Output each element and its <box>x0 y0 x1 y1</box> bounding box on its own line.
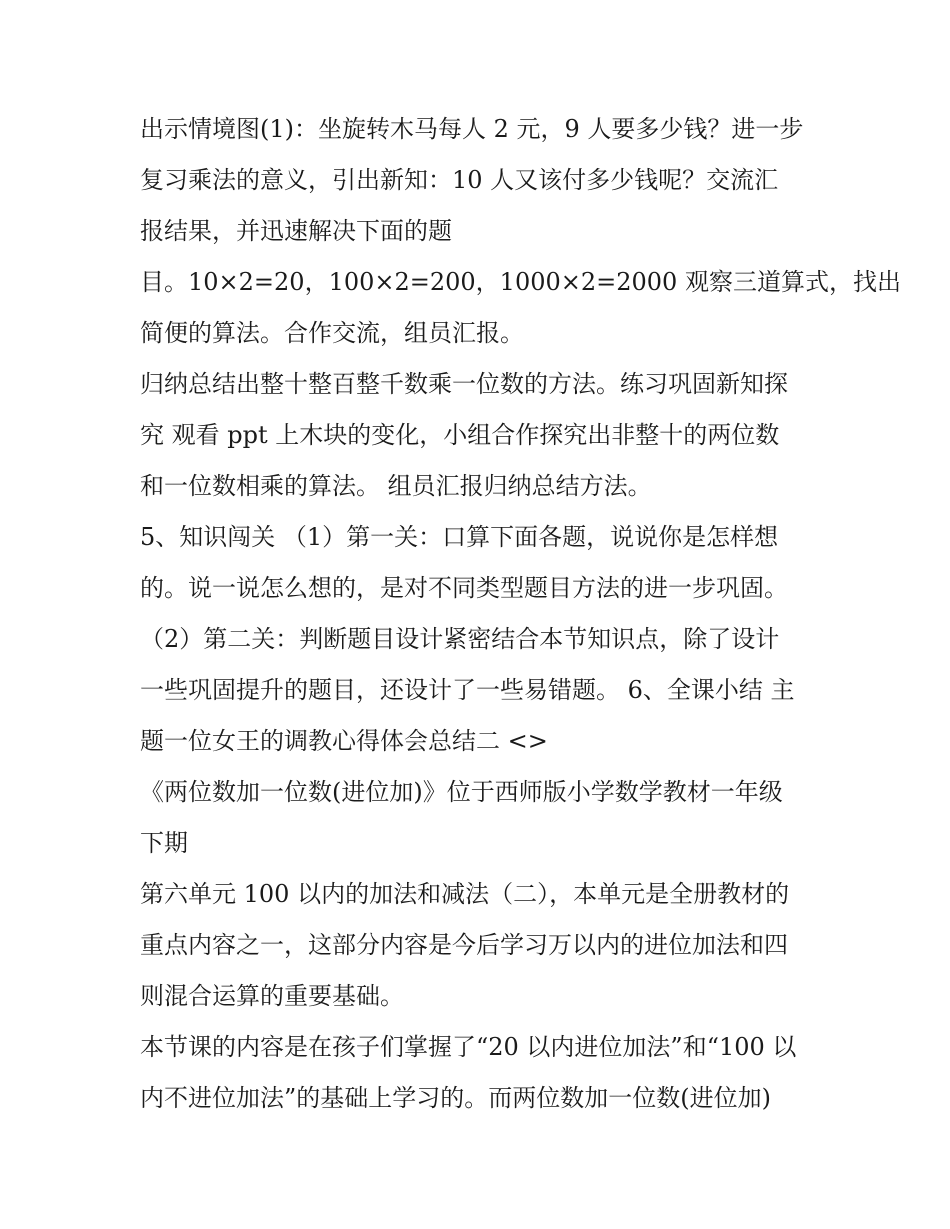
text-line: （2）第二关：判断题目设计紧密结合本节知识点，除了设计 <box>140 625 780 653</box>
text-line: 下期 <box>140 829 188 857</box>
text-line: 出示情境图(1)：坐旋转木马每人 2 元，9 人要多少钱？进一步 <box>140 115 804 143</box>
text-line: 题一位女王的调教心得体会总结二 <> <box>140 727 548 755</box>
text-line: 重点内容之一，这部分内容是今后学习万以内的进位加法和四 <box>140 931 788 959</box>
text-line: 目。10×2=20，100×2=200，1000×2=2000 观察三道算式，找出 <box>140 268 901 296</box>
text-line: 内不进位加法”的基础上学习的。而两位数加一位数(进位加) <box>140 1084 771 1112</box>
text-line: 究 观看 ppt 上木块的变化，小组合作探究出非整十的两位数 <box>140 421 780 449</box>
text-line: 本节课的内容是在孩子们掌握了“20 以内进位加法”和“100 以 <box>140 1033 797 1061</box>
text-line: 的。说一说怎么想的，是对不同类型题目方法的进一步巩固。 <box>140 574 788 602</box>
text-line: 5、知识闯关 （1）第一关：口算下面各题，说说你是怎样想 <box>140 523 779 551</box>
text-line: 《两位数加一位数(进位加)》位于西师版小学数学教材一年级 <box>140 778 783 806</box>
document-body <box>140 104 901 1124</box>
text-line: 简便的算法。合作交流，组员汇报。 <box>140 319 524 347</box>
text-line: 报结果，并迅速解决下面的题 <box>140 217 452 245</box>
text-line: 归纳总结出整十整百整千数乘一位数的方法。练习巩固新知探 <box>140 370 788 398</box>
text-line: 则混合运算的重要基础。 <box>140 982 404 1010</box>
text-line: 复习乘法的意义，引出新知：10 人又该付多少钱呢？交流汇 <box>140 166 779 194</box>
text-line: 第六单元 100 以内的加法和减法（二），本单元是全册教材的 <box>140 880 790 908</box>
text-line: 和一位数相乘的算法。 组员汇报归纳总结方法。 <box>140 472 652 500</box>
text-line: 一些巩固提升的题目，还设计了一些易错题。 6、全课小结 主 <box>140 676 795 704</box>
